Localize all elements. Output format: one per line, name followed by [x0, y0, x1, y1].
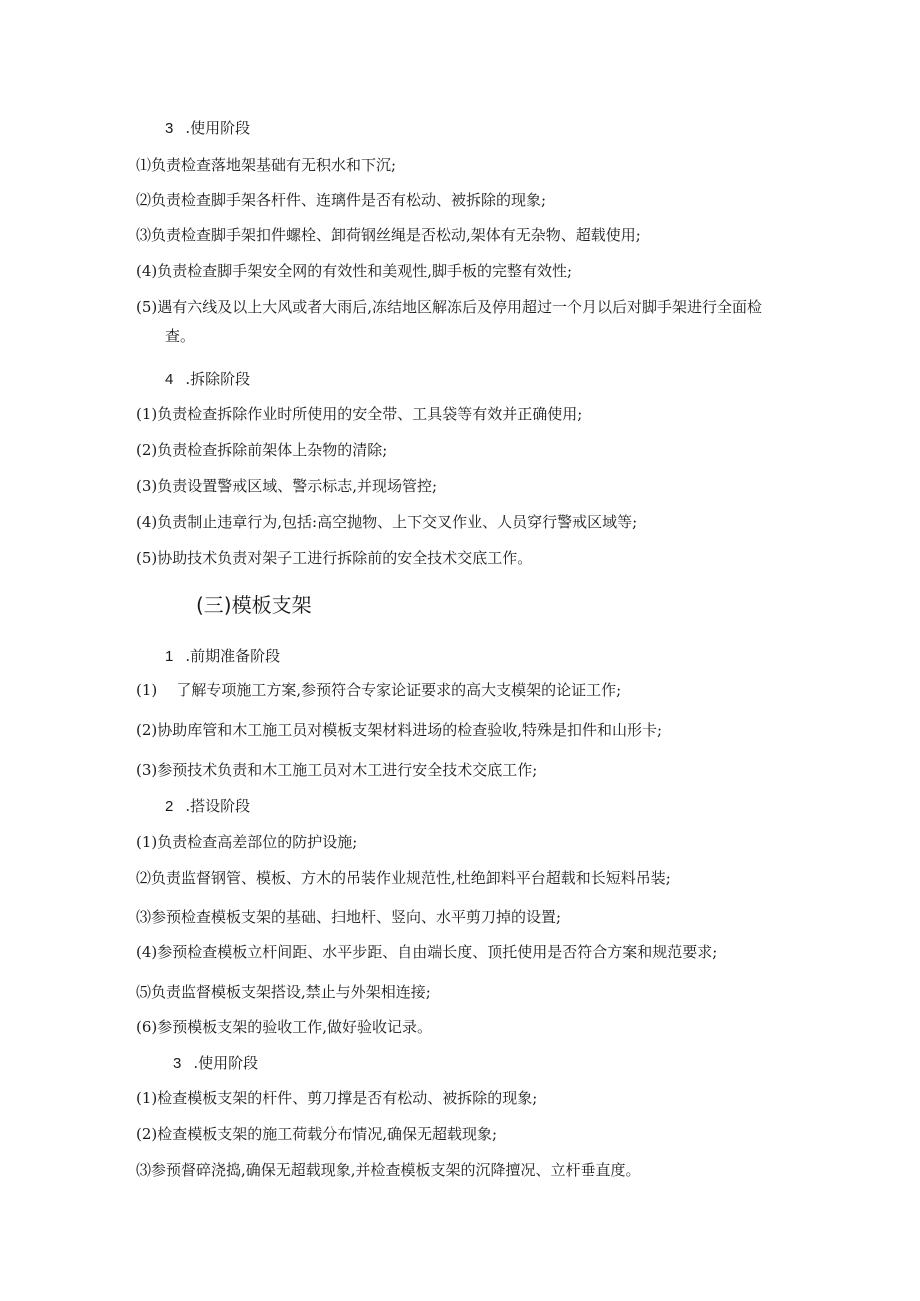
list-item: ⑶参预督碎浇捣,确保无超载现象,并检查模板支架的沉降擅况、立杆垂直度。: [136, 1161, 641, 1179]
list-item: ⑶参预检查模板支架的基础、扫地杆、竖向、水平剪刀掉的设置;: [136, 908, 562, 926]
list-item: (1)负责检查拆除作业时所使用的安全带、工具袋等有效并正确使用;: [136, 405, 583, 423]
subsection-number: 2: [165, 798, 174, 815]
list-item: (1) 了解专项施工方案,参预符合专家论证要求的高大支模架的论证工作;: [136, 681, 622, 699]
list-item: (2)检查模板支架的施工荷载分布情况,确保无超载现象;: [136, 1125, 498, 1143]
subsection-title-erection-stage: [165, 796, 250, 817]
list-item: (3)参预技术负责和木工施工员对木工进行安全技术交底工作;: [136, 761, 538, 779]
subsection-title-prep-stage: [165, 646, 280, 667]
list-item: ⑸负责监督模板支架搭设,禁止与外架相连接;: [136, 983, 431, 1001]
list-item: ⑴负责检查落地架基础有无积水和下沉;: [136, 156, 397, 174]
subsection-label: .使用阶段: [185, 119, 251, 137]
subsection-title-demolition-stage: [165, 369, 250, 390]
list-item: (1)检查模板支架的杆件、剪刀撑是否有松动、被拆除的现象;: [136, 1089, 538, 1107]
list-item: (2)协助库管和木工施工员对模板支架材料进场的检查验收,特殊是扣件和山形卡;: [136, 721, 663, 739]
subsection-label: .拆除阶段: [185, 370, 251, 388]
list-item: ⑵负责监督钢管、模板、方木的吊装作业规范性,杜绝卸料平台超载和长短料吊装;: [136, 869, 671, 887]
list-item: (6)参预模板支架的验收工作,做好验收记录。: [136, 1018, 433, 1036]
list-item: (1)负责检查高差部位的防护设施;: [136, 833, 358, 851]
list-item: ⑵负责检查脚手架各杆件、连璃件是否有松动、被拆除的现象;: [136, 191, 547, 209]
subsection-number: 3: [165, 120, 174, 137]
list-item: (2)负责检查拆除前架体上杂物的清除;: [136, 441, 388, 459]
list-item: (5)协助技术负责对架子工进行拆除前的安全技术交底工作。: [136, 549, 533, 567]
list-item-continuation: 查。: [165, 327, 196, 345]
subsection-number: 3: [173, 1055, 182, 1072]
subsection-label: .前期准备阶段: [185, 647, 281, 665]
list-item: (4)负责检查脚手架安全网的有效性和美观性,脚手板的完整有效性;: [136, 262, 573, 280]
list-item: (3)负责设置警戒区域、警示标志,并现场管控;: [136, 477, 438, 495]
subsection-title-use-stage: [165, 118, 250, 139]
list-item: ⑶负责检查脚手架扣件螺栓、卸荷钢丝绳是否松动,架体有无杂物、超载使用;: [136, 226, 641, 244]
subsection-title-use-stage: [173, 1053, 258, 1074]
subsection-number: 1: [165, 648, 174, 665]
list-item: (4)参预检查模板立杆间距、水平步距、自由端长度、顶托使用是否符合方案和规范要求;: [136, 943, 718, 961]
list-item: (5)遇有六线及以上大风或者大雨后,冻结地区解冻后及停用超过一个月以后对脚手架进行全面检: [136, 298, 763, 316]
list-item: (4)负责制止违章行为,包括:高空抛物、上下交叉作业、人员穿行警戒区域等;: [136, 513, 638, 531]
subsection-label: .使用阶段: [193, 1054, 259, 1072]
subsection-number: 4: [165, 371, 174, 388]
subsection-label: .搭设阶段: [185, 797, 251, 815]
section-heading: (三)模板支架: [196, 593, 312, 617]
